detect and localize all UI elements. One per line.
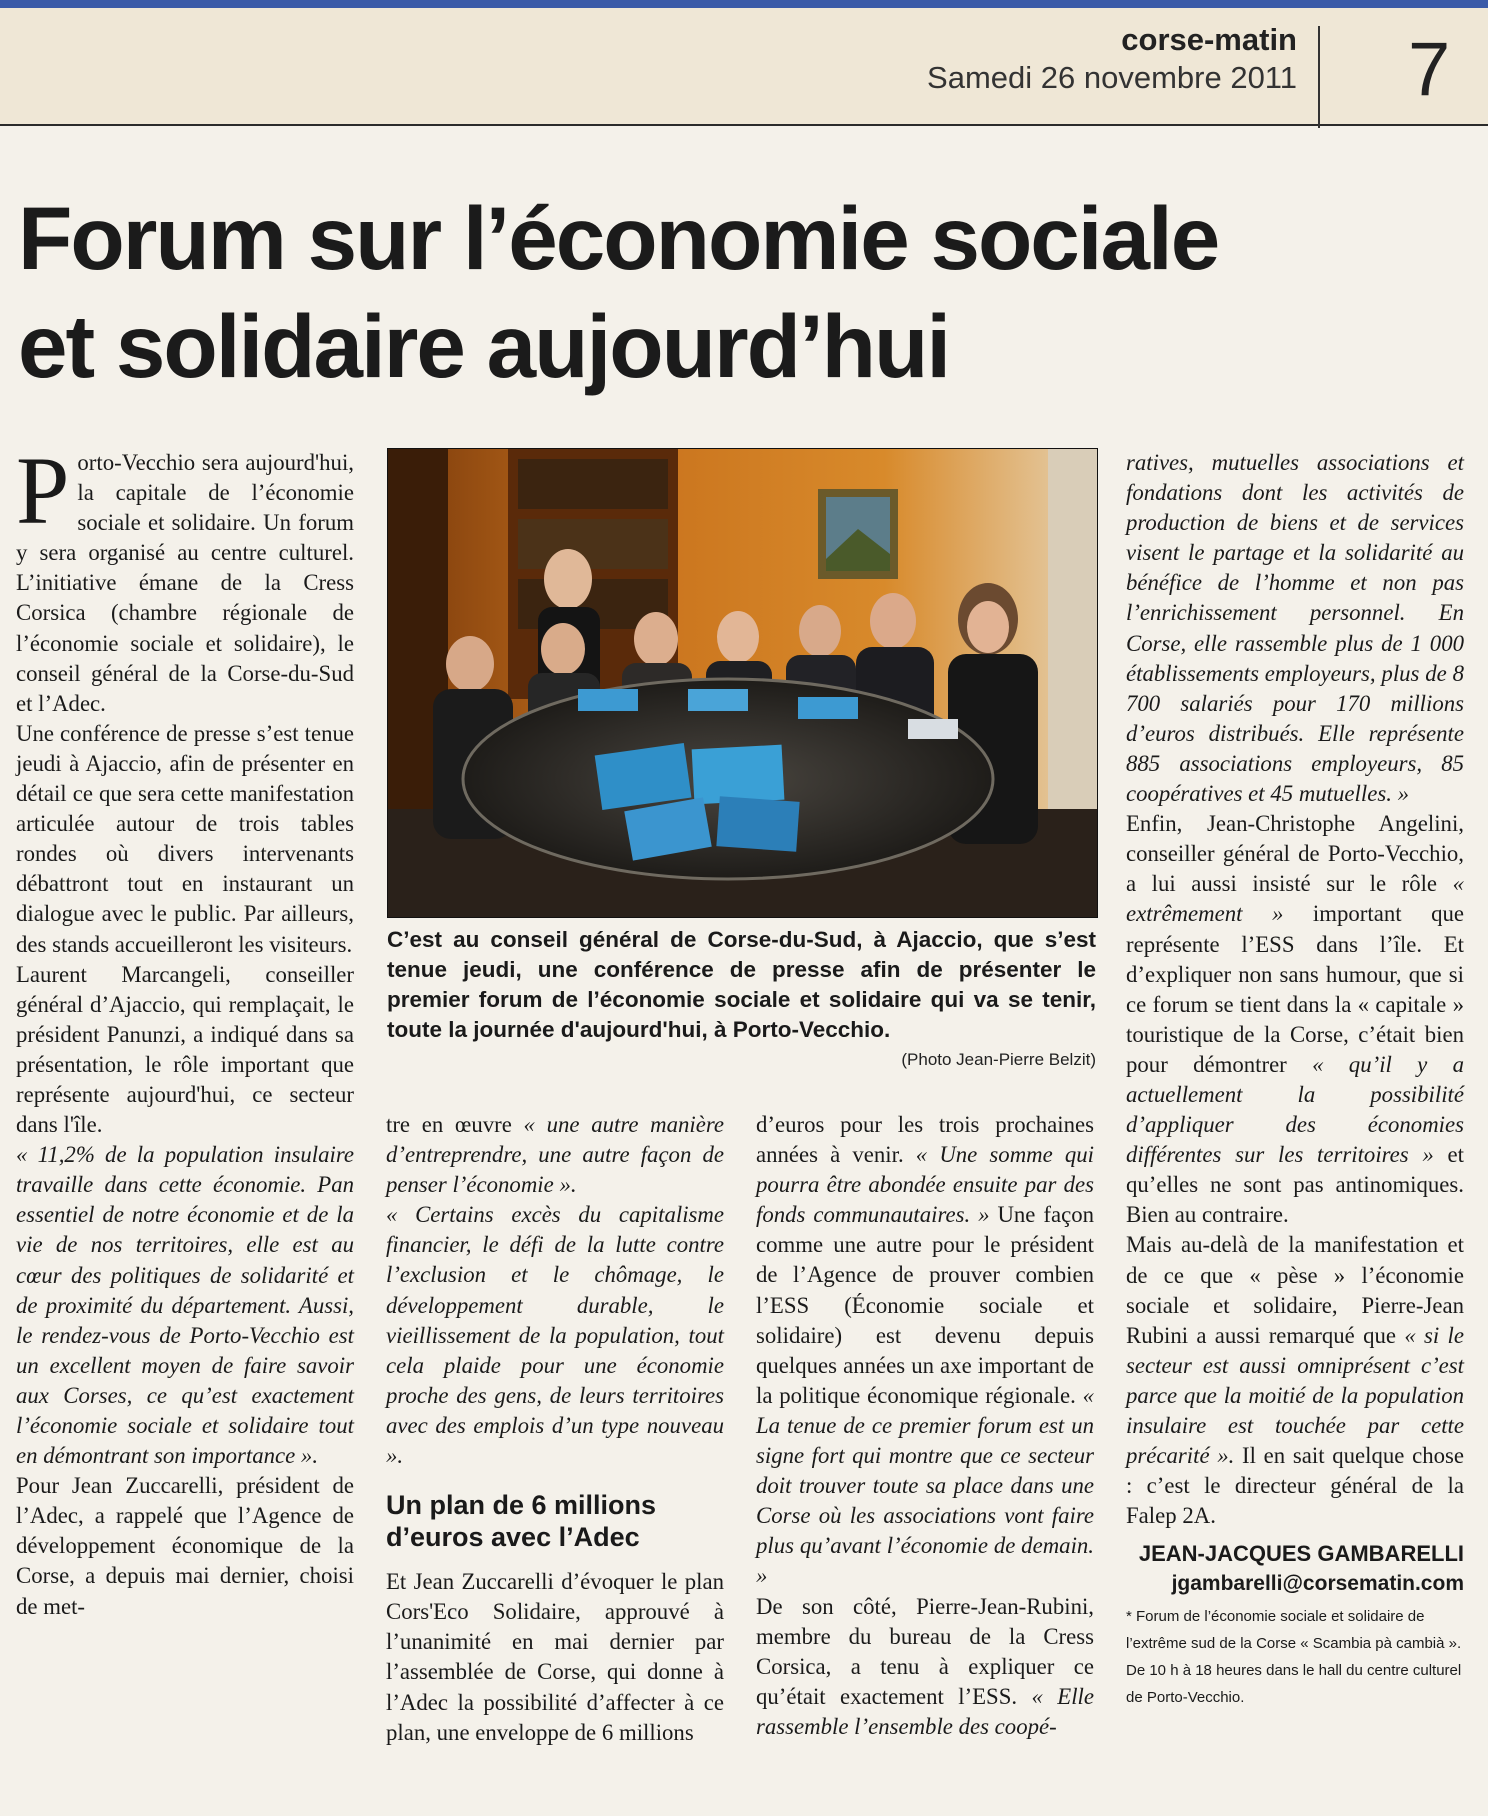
press-conference-photo: [387, 448, 1098, 918]
paragraph-text: d’euros pour les trois prochaines années à venir.: [756, 1112, 1094, 1168]
paragraph-text: et qu’elles ne sont pas antinomiques. Bien au contraire.: [1126, 1142, 1465, 1228]
issue-date: Samedi 26 novembre 2011: [927, 60, 1297, 95]
article-headline: [18, 184, 1478, 400]
article-author: JEAN-JACQUES GAMBARELLI: [1138, 1541, 1464, 1567]
headline-line-2: et solidaire aujourd’hui: [18, 296, 950, 396]
quote-paragraph: « 11,2% de la population insulaire travaille dans cette économie. Pan essentiel de notre économie et de la vie de nos territoires, elle est au cœur des politiques de solidarité et de proximité du département. Aussi, le rendez-vous de Porto-Vecchio est un excellent moyen de faire savoir aux Corses, ce qu’est exactement l’économie sociale et solidaire tout en démontrant son importance ».: [16, 1142, 354, 1469]
paragraph-text: Mais au-delà de la manifestation et de ce que « pèse » l’économie sociale et solidaire, Pierre-Jean Rubini a aussi remarqué que: [1126, 1232, 1464, 1348]
paragraph-text: Une façon comme une autre pour le président de l’Agence de prouver combien l’ESS (Économie sociale et solidaire) est devenu depuis quelques années un axe important de la politique économique régionale.: [756, 1202, 1094, 1408]
article-column-4: [1126, 448, 1464, 1711]
headline-line-1: Forum sur l’économie sociale: [18, 188, 1219, 288]
paragraph-text: tre en œuvre: [386, 1112, 524, 1137]
quote-text: « une autre manière d’entreprendre, une autre façon de penser l’économie ».: [386, 1112, 724, 1198]
quote-text: « Une somme qui pourra être abondée ensuite par des fonds communautaires. »: [756, 1142, 1094, 1228]
newspaper-name: corse-matin: [1121, 22, 1297, 57]
quote-text: « si le secteur est aussi omniprésent c’est parce que la moitié de la population insulaire est touchée par cette précarité ».: [1126, 1322, 1464, 1469]
article-paragraph: [1126, 809, 1464, 1230]
article-paragraph: [386, 1110, 724, 1200]
quote-text: « La tenue de ce premier forum est un signe fort qui montre que ce secteur doit trouver toute sa place dans une Corse où les associations vont faire plus qu’avant l’économie de demain. »: [756, 1382, 1094, 1589]
photo-credit: (Photo Jean-Pierre Belzit): [901, 1050, 1096, 1069]
paragraph-text: important que représente l’ESS dans l’île. Et d’expliquer non sans humour, que si ce forum se tient dans la « capitale » touristique de la Corse, c’était bien pour démontrer: [1126, 901, 1464, 1077]
article-subheading: Un plan de 6 millions d’euros avec l’Adec: [386, 1490, 657, 1553]
top-color-bar: [0, 0, 1488, 8]
author-email: jgambarelli@corsematin.com: [1171, 1572, 1464, 1596]
article-paragraph: [16, 437, 354, 719]
drop-cap: P: [16, 437, 70, 544]
page-number: 7: [1408, 27, 1451, 112]
article-paragraph: Une conférence de presse s’est tenue jeudi à Ajaccio, afin de présenter en détail ce que sera cette manifestation articulée autour de trois tables rondes où divers intervenants débattront tout en instaurant un dialogue avec le public. Par ailleurs, des stands accueilleront les visiteurs.: [16, 720, 354, 957]
header-divider: [1318, 26, 1320, 128]
article-paragraph: Pour Jean Zuccarelli, président de l’Adec, a rappelé que l’Agence de développement économique de la Corse, a depuis mai dernier, choisi de met-: [16, 1473, 354, 1619]
article-column-2: [386, 1110, 724, 1748]
article-column-1: [16, 437, 354, 1622]
paragraph-text: Il en sait quelque chose : c’est le directeur général de la Falep 2A.: [1126, 1443, 1464, 1529]
paragraph-text: Enfin, Jean-Christophe Angelini, conseiller général de Porto-Vecchio, a lui aussi insisté sur le rôle: [1126, 811, 1464, 897]
paragraph-text: orto-Vecchio sera aujourd'hui, la capitale de l’économie sociale et solidaire. Un forum y sera organisé au centre culturel. L’initiative émane de la Cress Corsica (chambre régionale de l’économie sociale et solidaire), le conseil général de la Corse-du-Sud et l’Adec.: [16, 450, 354, 716]
quote-text: « extrêmement »: [1126, 871, 1464, 927]
quote-paragraph: ratives, mutuelles associations et fondations dont les activités de production de biens et de services visent le partage et la solidarité au bénéfice de l’homme et non pas l’enrichissement personnel. En Corse, elle rassemble plus de 1 000 établissements employeurs, plus de 8 700 salariés pour 170 millions d’euros distribués. Elle représente 885 associations employeurs, 85 coopératives et 45 mutuelles. »: [1126, 450, 1464, 807]
article-paragraph: [756, 1110, 1094, 1592]
paragraph-text: De son côté, Pierre-Jean-Rubini, membre du bureau de la Cress Corsica, a tenu à expliquer ce qu’était exactement l’ESS.: [756, 1593, 1094, 1709]
article-column-3: [756, 1110, 1094, 1742]
article-paragraph: Laurent Marcangeli, conseiller général d’Ajaccio, qui remplaçait, le président Panunzi, a indiqué dans sa présentation, le rôle important que représente aujourd'hui, ce secteur dans l'île.: [16, 961, 354, 1138]
quote-text: « qu’il y a actuellement la possibilité d’appliquer des économies différentes sur les territoires »: [1126, 1051, 1464, 1168]
event-footnote: * Forum de l’économie sociale et solidaire de l’extrême sud de la Corse « Scambia pà cambià ». De 10 h à 18 heures dans le hall du centre culturel de Porto-Vecchio.: [1126, 1608, 1462, 1707]
quote-text: « Elle rassemble l’ensemble des coopé-: [756, 1683, 1095, 1739]
photo-caption: C’est au conseil général de Corse-du-Sud, à Ajaccio, que s’est tenue jeudi, une conférence de presse afin de présenter le premier forum de l’économie sociale et solidaire qui va se tenir, toute la journée d'aujourd'hui, à Porto-Vecchio.: [387, 927, 1096, 1042]
article-paragraph: Et Jean Zuccarelli d’évoquer le plan Cors'Eco Solidaire, approuvé à l’unanimité en mai dernier par l’assemblée de Corse, qui donne à l’Adec la possibilité d’affecter à ce plan, une enveloppe de 6 millions: [386, 1569, 724, 1745]
article-paragraph: [1126, 1230, 1464, 1531]
quote-paragraph: « Certains excès du capitalisme financier, le défi de la lutte contre l’exclusion et le chômage, le développement durable, le vieillissement de la population, tout cela plaide pour une économie proche des gens, de leurs territoires avec des emplois d’un type nouveau ».: [386, 1202, 724, 1469]
page-header: [0, 8, 1488, 126]
article-paragraph: [756, 1592, 1094, 1742]
